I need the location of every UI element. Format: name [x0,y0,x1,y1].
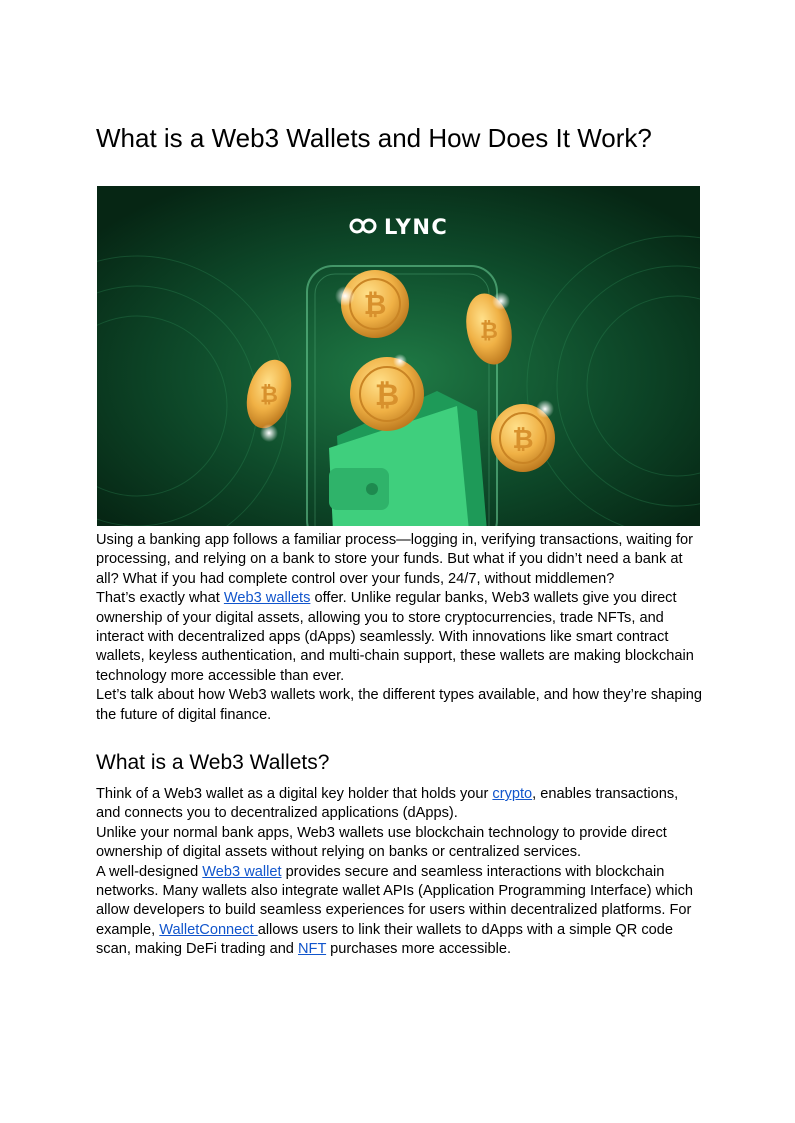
svg-text:₿: ₿ [374,378,400,413]
definition-paragraph: Unlike your normal bank apps, Web3 wallets use blockchain technology to provide direct ownership of digital assets without relying on banks or centralized services. [96,824,667,861]
definition-paragraph: Think of a Web3 wallet as a digital key holder that holds your crypto, enables transactions, and connects you to decentralized applications (dApps). [96,786,679,822]
nft-link[interactable]: NFT [297,941,327,958]
definition-paragraph: A well-designed Web3 wallet provides secure and seamless interactions with blockchain networks. Many wallets also integrate wallet APIs (Application Programming Interface) which allow developers to build seamless experiences for users within decentralized platforms. For example, WalletConnect allows users to link their wallets to dApps with a simple QR code scan, making DeFi trading and NFT purchases more accessible. [96,863,693,958]
hero-image [97,186,700,526]
bitcoin-coin-icon [341,270,409,338]
brand-name: LYNC [384,215,449,239]
svg-text:₿: ₿ [260,383,278,408]
bitcoin-coin-icon [350,357,424,431]
intro-paragraph: Using a banking app follows a familiar process—logging in, verifying transactions, waiting for processing, and relying on a bank to store your funds. But what if you didn’t need a bank at all? What if you had complete control over your funds, 24/7, without middlemen? [96,532,694,587]
walletconnect-link[interactable]: WalletConnect [159,921,258,938]
intro-paragraph: That’s exactly what Web3 wallets offer. Unlike regular banks, Web3 wallets give you direct ownership of your digital assets, allowing you to store cryptocurrencies, trade NFTs, and interact with decentralized apps (dApps) seamlessly. With innovations like smart contract wallets, keyless authentication, and multi-chain support, these wallets are making blockchain technology more accessible than ever. [96,590,694,684]
page-title: What is a Web3 Wallets and How Does It Work? [96,123,652,153]
web3-wallet-link[interactable]: Web3 wallet [202,863,282,880]
intro-paragraph: Let’s talk about how Web3 wallets work, the different types available, and how they’re shaping the future of digital finance. [96,687,703,723]
svg-text:₿: ₿ [480,319,498,344]
svg-text:₿: ₿ [512,425,534,455]
wallet-illustration [97,186,700,526]
crypto-link[interactable]: crypto [492,786,533,802]
web3-wallets-link[interactable]: Web3 wallets [223,590,311,607]
definition-section [96,785,706,960]
intro-section [96,531,706,725]
section-heading: What is a Web3 Wallets? [96,751,330,774]
svg-text:₿: ₿ [363,288,387,321]
